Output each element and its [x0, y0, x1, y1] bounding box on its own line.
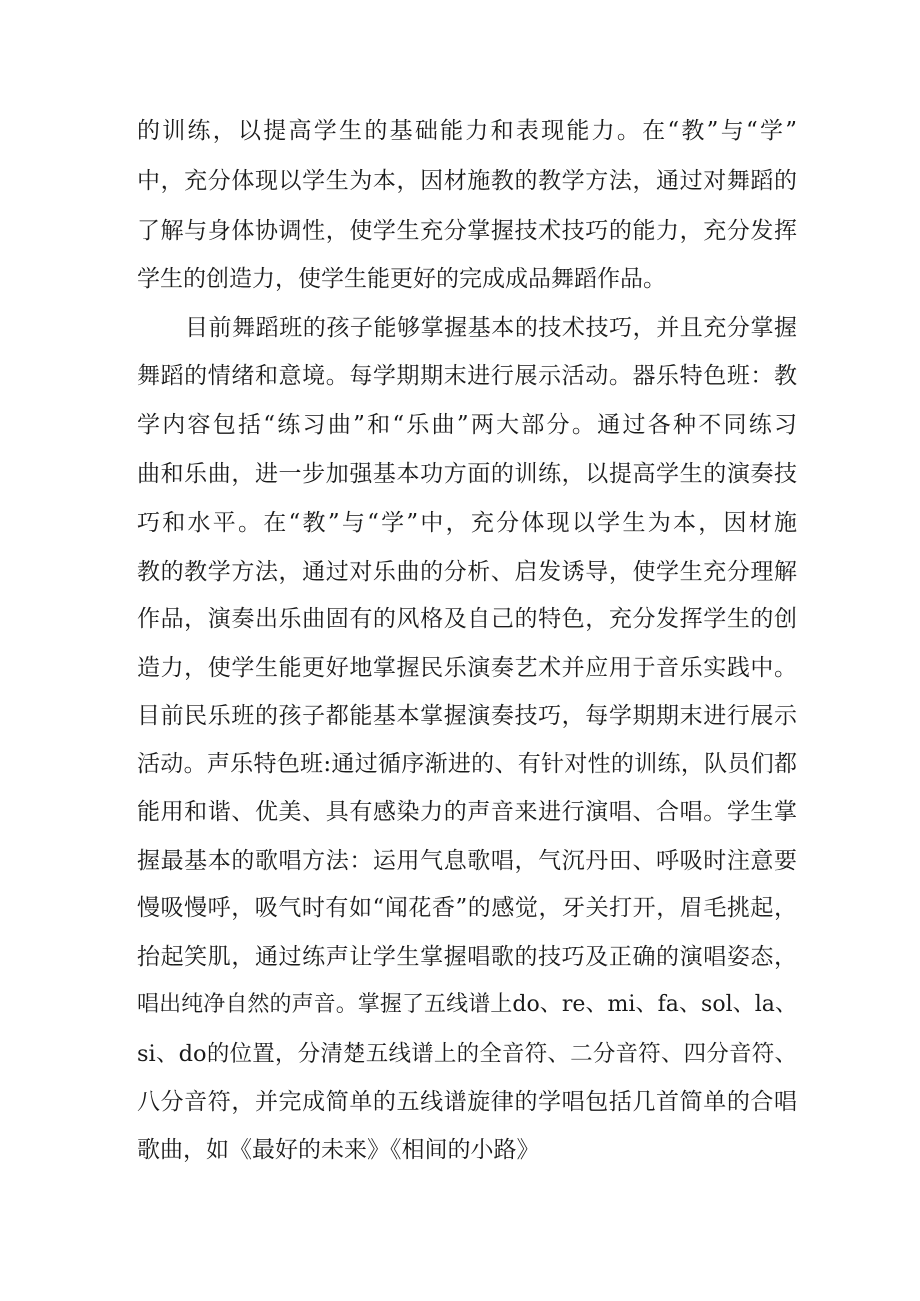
text-line: 目前舞蹈班的孩子能够掌握基本的技术技巧，并且充分掌握	[185, 315, 797, 341]
text-line: 的训练，以提高学生的基础能力和表现能力。在“教”与“学”	[137, 118, 797, 144]
text-line: 造力，使学生能更好地掌握民乐演奏艺术并应用于音乐实践中。	[137, 655, 797, 681]
text-line: 作品，演奏出乐曲固有的风格及自己的特色，充分发挥学生的创	[137, 606, 797, 632]
text-line: 能用和谐、优美、具有感染力的声音来进行演唱、合唱。学生掌	[137, 799, 797, 825]
text-line: 学内容包括“练习曲”和“乐曲”两大部分。通过各种不同练习	[137, 412, 797, 438]
text-line: 歌曲，如《最好的未来》《相间的小路》	[137, 1137, 540, 1163]
text-line: 抬起笑肌，通过练声让学生掌握唱歌的技巧及正确的演唱姿态，	[137, 944, 797, 970]
text-line: 中，充分体现以学生为本，因材施教的教学方法，通过对舞蹈的	[137, 168, 797, 194]
text-line: 握最基本的歌唱方法：运用气息歌唱，气沉丹田、呼吸时注意要	[137, 848, 797, 874]
text-line: 了解与身体协调性，使学生充分掌握技术技巧的能力，充分发挥	[137, 218, 797, 244]
text-line: 学生的创造力，使学生能更好的完成成品舞蹈作品。	[137, 266, 666, 292]
text-line: 活动。声乐特色班:通过循序渐进的、有针对性的训练，队员们都	[137, 751, 797, 777]
text-line: 目前民乐班的孩子都能基本掌握演奏技巧，每学期期末进行展示	[137, 703, 797, 729]
text-line: 慢吸慢呼，吸气时有如“闻花香”的感觉，牙关打开，眉毛挑起，	[137, 895, 797, 921]
text-line: 曲和乐曲，进一步加强基本功方面的训练，以提高学生的演奏技	[137, 461, 797, 487]
text-line: 舞蹈的情绪和意境。每学期期末进行展示活动。器乐特色班：教	[137, 363, 797, 389]
text-line: 八分音符，并完成简单的五线谱旋律的学唱包括几首简单的合唱	[137, 1089, 797, 1115]
text-line: 教的教学方法，通过对乐曲的分析、启发诱导，使学生充分理解	[137, 559, 797, 585]
text-line: 巧和水平。在“教”与“学”中，充分体现以学生为本，因材施	[137, 510, 797, 536]
text-line: 唱出纯净自然的声音。掌握了五线谱上do、re、mi、fa、sol、la、	[137, 992, 797, 1017]
text-line: si、do的位置，分清楚五线谱上的全音符、二分音符、四分音符、	[137, 1041, 797, 1067]
